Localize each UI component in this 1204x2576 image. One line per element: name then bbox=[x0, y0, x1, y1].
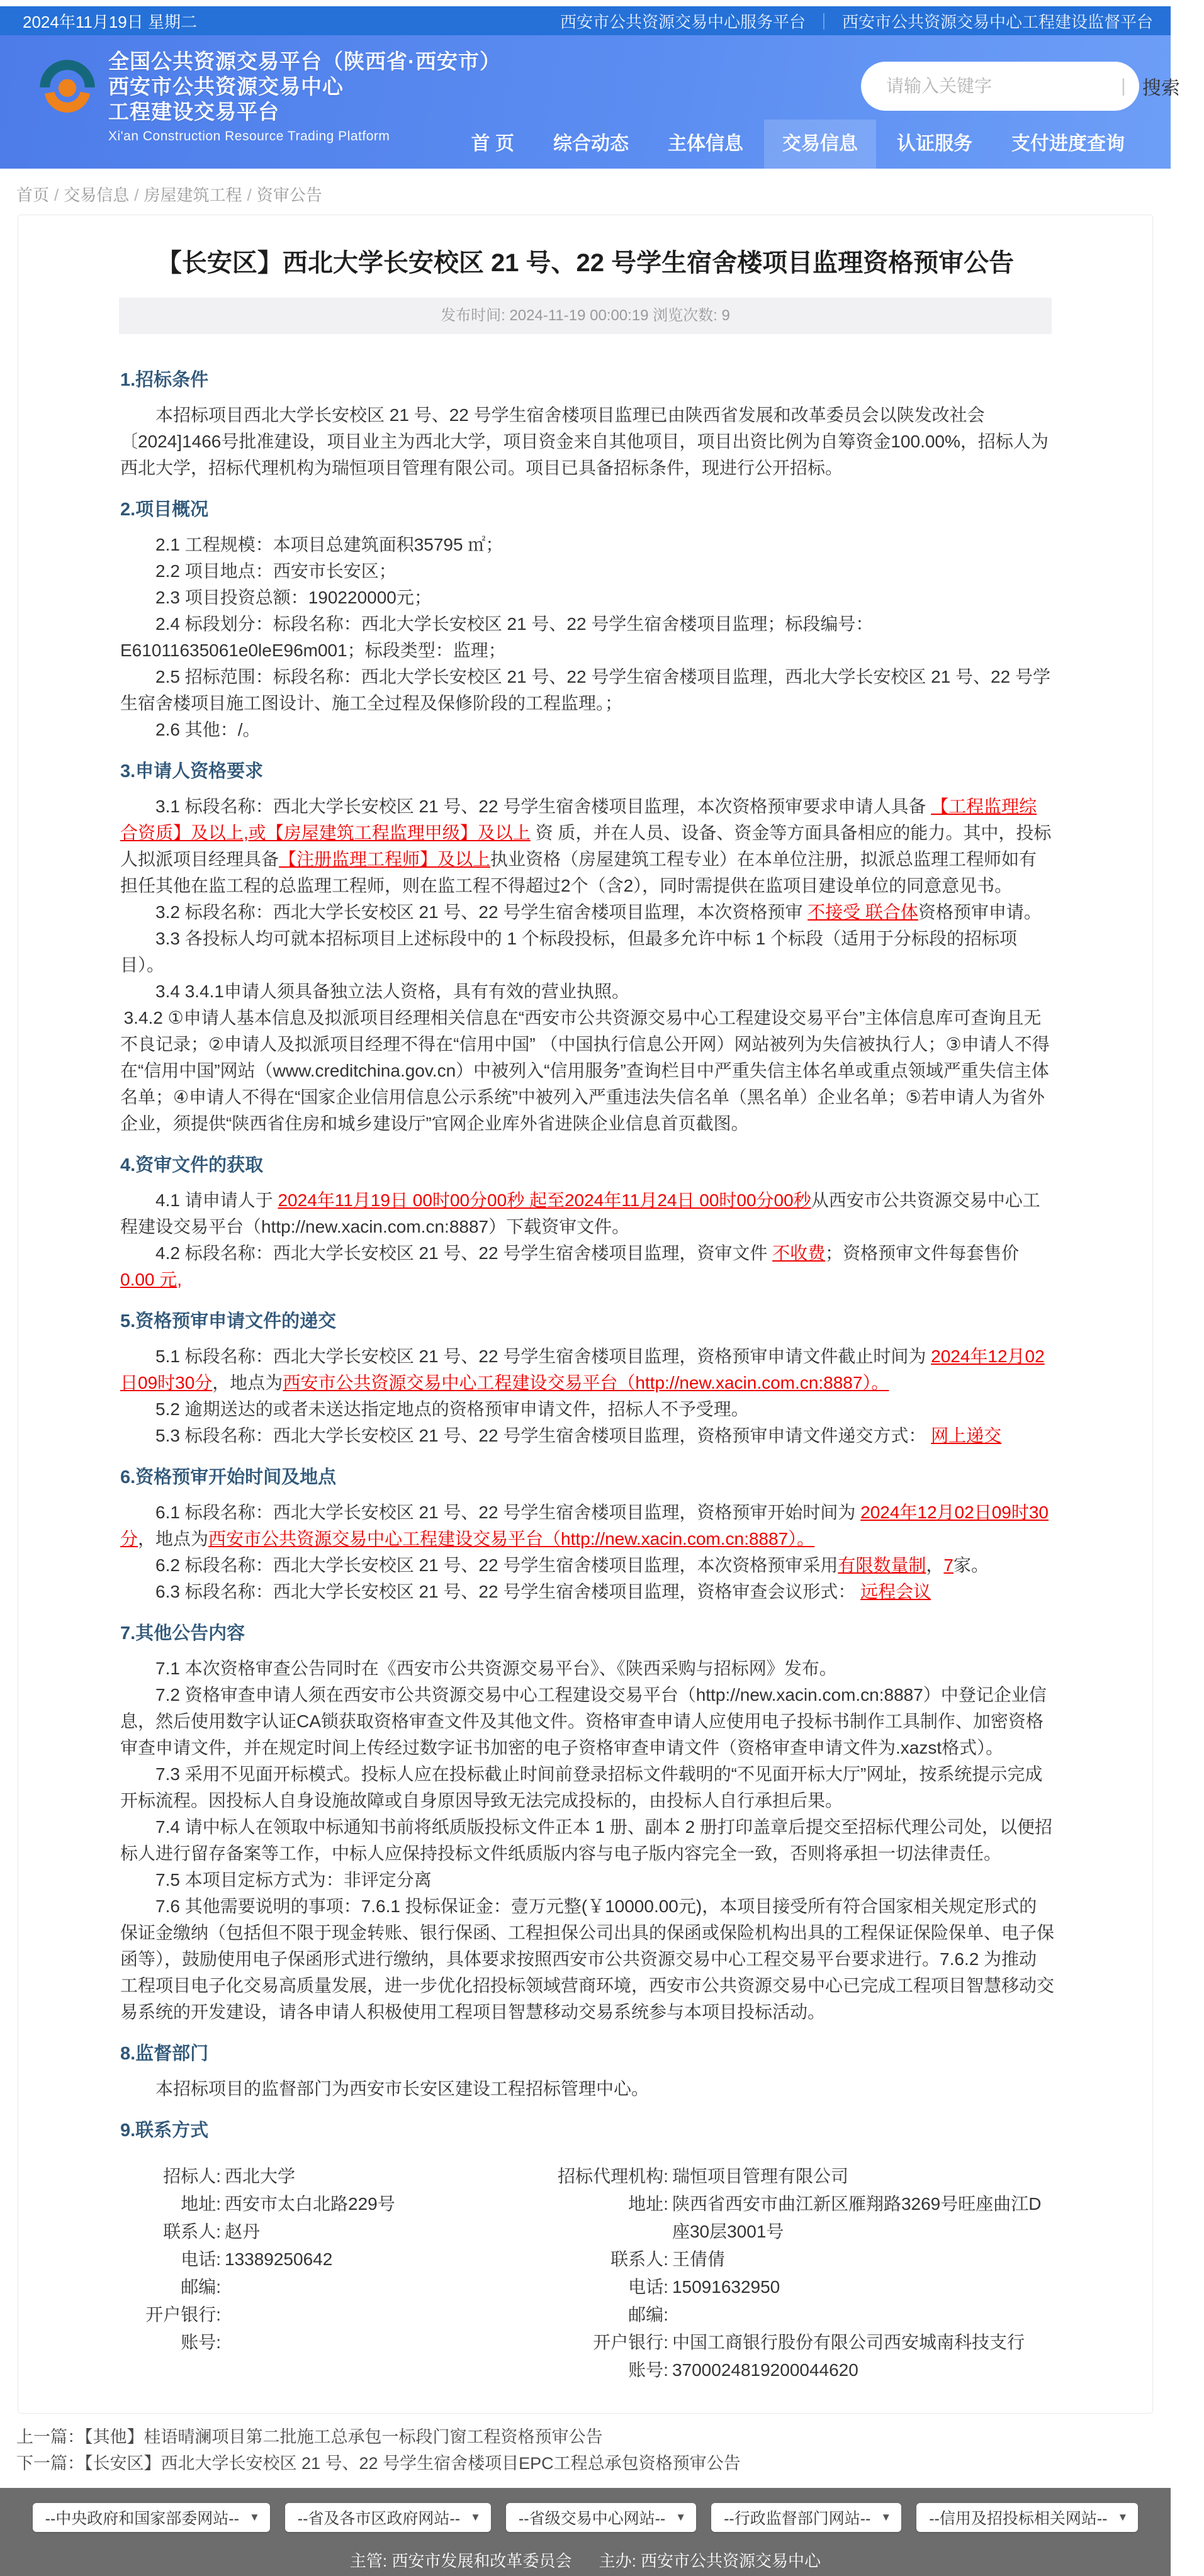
text-run: ；资格预审文件每套售价 bbox=[825, 1243, 1020, 1263]
section-heading: 1.招标条件 bbox=[120, 370, 209, 390]
chevron-down-icon: ▼ bbox=[1117, 2511, 1128, 2523]
red-emphasis: 7 bbox=[943, 1555, 954, 1575]
paragraph bbox=[120, 585, 1054, 611]
paragraph bbox=[120, 1552, 1054, 1579]
site-footer bbox=[0, 2488, 1171, 2576]
contact-label: 电话: bbox=[181, 2249, 221, 2269]
select-label: --信用及招投标相关网站-- bbox=[929, 2510, 1108, 2528]
paragraph bbox=[120, 1343, 1054, 1396]
contact-row bbox=[120, 2273, 531, 2301]
footer-organizer: 主办: 西安市公共资源交易中心 bbox=[599, 2551, 821, 2570]
nav-trade-info[interactable]: 交易信息 bbox=[764, 120, 876, 169]
text-run: 5.3 标段名称：西北大学长安校区 21 号、22 号学生宿舍楼项目监理，资格预审申请文件递交方式： bbox=[155, 1426, 931, 1445]
publish-meta: 发布时间: 2024-11-19 00:00:19 浏览次数: 9 bbox=[119, 298, 1052, 334]
brand-block bbox=[108, 49, 501, 144]
contact-label: 邮编: bbox=[181, 2277, 221, 2297]
nav-cert-service[interactable]: 认证服务 bbox=[897, 133, 972, 154]
contact-row bbox=[531, 2246, 1054, 2273]
text-run: 7.5 本项目定标方式为：非评定分离 bbox=[155, 1870, 432, 1890]
select-label: --省级交易中心网站-- bbox=[518, 2510, 666, 2528]
text-run: 7.3 采用不见面开标模式。投标人应在投标截止时间前登录招标文件载明的“不见面开标大厅”网址，按系统提示完成开标流程。因投标人自身设施故障或自身原因导致无法完成投标的，由投标人自行承担后果。 bbox=[120, 1764, 1043, 1810]
footer-note bbox=[0, 2548, 1171, 2572]
nav-payment-query[interactable]: 支付进度查询 bbox=[1011, 133, 1125, 154]
breadcrumb-separator: / bbox=[134, 186, 139, 204]
contact-row bbox=[120, 2218, 531, 2246]
paragraph bbox=[120, 1005, 1054, 1137]
current-date: 2024年11月19日 星期二 bbox=[23, 12, 197, 31]
paragraph bbox=[120, 1682, 1054, 1761]
text-run: 本招标项目的监督部门为西安市长安区建设工程招标管理中心。 bbox=[155, 2079, 650, 2098]
text-run: 6.1 标段名称：西北大学长安校区 21 号、22 号学生宿舍楼项目监理，资格预审开始时间为 bbox=[155, 1503, 861, 1522]
red-emphasis: 不接受 联合体 bbox=[807, 902, 918, 922]
topbar-link-service-platform[interactable]: 西安市公共资源交易中心服务平台 bbox=[560, 12, 806, 31]
text-run: 6.3 标段名称：西北大学长安校区 21 号、22 号学生宿舍楼项目监理，资格审查会议形式： bbox=[155, 1582, 861, 1601]
chevron-down-icon: ▼ bbox=[880, 2511, 892, 2523]
announcement-card bbox=[18, 215, 1153, 2414]
paragraph bbox=[120, 1423, 1054, 1449]
contact-label: 电话: bbox=[628, 2277, 668, 2297]
text-run: 3.2 标段名称：西北大学长安校区 21 号、22 号学生宿舍楼项目监理，本次资格预审 bbox=[155, 902, 808, 922]
text-run: 2.3 项目投资总额：190220000元； bbox=[155, 588, 432, 607]
paragraph bbox=[120, 1867, 1054, 1893]
contact-label: 招标代理机构: bbox=[558, 2166, 668, 2186]
red-emphasis: 远程会议 bbox=[860, 1582, 931, 1601]
contact-label: 招标人: bbox=[163, 2166, 221, 2186]
contact-value bbox=[221, 2329, 531, 2356]
prev-article-link[interactable]: 上一篇：【其他】桂语晴澜项目第二批施工总承包一标段门窗工程资格预审公告 bbox=[16, 2428, 603, 2446]
next-article-link[interactable]: 下一篇：【长安区】西北大学长安校区 21 号、22 号学生宿舍楼项目EPC工程总承包资格预审公告 bbox=[16, 2454, 741, 2473]
paragraph bbox=[120, 1655, 1054, 1682]
text-run: 2.4 标段划分：标段名称：西北大学长安校区 21 号、22 号学生宿舍楼项目监理；标段编号：E61011635061e0leE96m001；标段类型：监理； bbox=[120, 614, 874, 660]
section-heading: 4.资审文件的获取 bbox=[120, 1155, 264, 1175]
red-emphasis: 西安市公共资源交易中心工程建设交易平台（http://new.xacin.com.cn:8887）。 bbox=[208, 1529, 815, 1548]
page-top-margin bbox=[0, 0, 1171, 6]
contact-section bbox=[120, 2163, 1054, 2384]
red-emphasis: 网上递交 bbox=[931, 1426, 1002, 1445]
paragraph bbox=[120, 1396, 1054, 1423]
select-label: --省及各市区政府网站-- bbox=[297, 2510, 461, 2528]
paragraph bbox=[120, 558, 1054, 585]
footer-select-central-gov-sites[interactable] bbox=[33, 2503, 270, 2532]
text-run: 2.6 其他：/。 bbox=[155, 720, 261, 739]
red-emphasis: 2024年11月19日 00时00分00秒 起至2024年11月24日 00时00分00秒 bbox=[278, 1190, 811, 1210]
contact-value bbox=[668, 2301, 1054, 2329]
chevron-down-icon: ▼ bbox=[675, 2511, 687, 2523]
breadcrumb-item[interactable]: 首页 bbox=[16, 186, 50, 204]
red-emphasis: 【注册监理工程师】及以上 bbox=[279, 849, 491, 869]
select-label: --行政监督部门网站-- bbox=[724, 2510, 871, 2528]
contact-row bbox=[531, 2190, 1054, 2246]
breadcrumb-item[interactable]: 房屋建筑工程 bbox=[143, 186, 242, 204]
search-box bbox=[861, 62, 1180, 111]
red-emphasis: 2024年12月02日09时30分 bbox=[120, 1503, 1049, 1548]
red-emphasis: 西安市公共资源交易中心工程建设交易平台（http://new.xacin.com.cn:8887）。 bbox=[283, 1373, 889, 1392]
contact-value: 赵丹 bbox=[225, 2222, 261, 2241]
brand-english: Xi'an Construction Resource Trading Platform bbox=[108, 129, 390, 143]
select-label: --中央政府和国家部委网站-- bbox=[45, 2510, 239, 2528]
contact-row bbox=[531, 2273, 1054, 2301]
footer-select-credit-bidding-sites[interactable] bbox=[916, 2503, 1138, 2532]
text-run: 执业资格（房屋建筑工程专业）在本单位注册，拟派总监理工程师如有担任其他在监工程的总监理工程师，则在监工程不得超过2个（含2），同时需提供在监项目建设单位的同意意见书。 bbox=[120, 849, 1037, 895]
paragraph bbox=[120, 1761, 1054, 1814]
text-run: ，地点为 bbox=[212, 1373, 283, 1392]
red-emphasis: 不收费 bbox=[772, 1243, 826, 1263]
section-heading: 5.资格预审申请文件的递交 bbox=[120, 1311, 337, 1331]
paragraph bbox=[120, 1187, 1054, 1240]
section-heading: 7.其他公告内容 bbox=[120, 1623, 245, 1644]
contact-value: 陕西省西安市曲江新区雁翔路3269号旺座曲江D座30层3001号 bbox=[672, 2194, 1042, 2241]
brand-line-3: 工程建设交易平台 bbox=[108, 100, 279, 123]
contact-value: 15091632950 bbox=[672, 2277, 780, 2297]
contact-value: 西安市太白北路229号 bbox=[225, 2194, 395, 2214]
text-run: ，地点为 bbox=[138, 1529, 209, 1548]
paragraph bbox=[120, 1240, 1054, 1293]
contact-value: 王倩倩 bbox=[672, 2249, 725, 2269]
brand-line-1: 全国公共资源交易平台（陕西省·西安市） bbox=[108, 50, 501, 73]
footer-supervisor: 主管: 西安市发展和改革委员会 bbox=[349, 2551, 572, 2570]
paragraph bbox=[120, 1579, 1054, 1605]
contact-label: 地址: bbox=[628, 2194, 668, 2214]
contact-row bbox=[120, 2190, 531, 2218]
brand-line-2: 西安市公共资源交易中心 bbox=[108, 75, 344, 98]
top-utility-bar bbox=[0, 6, 1171, 35]
text-run: 2.1 工程规模：本项目总建筑面积35795 ㎡； bbox=[155, 535, 504, 554]
chevron-down-icon: ▼ bbox=[249, 2511, 260, 2523]
section-heading: 8.监督部门 bbox=[120, 2044, 209, 2064]
contact-value: 3700024819200044620 bbox=[672, 2360, 858, 2380]
breadcrumb-item: 资审公告 bbox=[256, 186, 322, 204]
red-emphasis: 【工程监理综合资质】及以上,或【房屋建筑工程监理甲级】及以上 bbox=[120, 797, 1037, 843]
text-run: 6.2 标段名称：西北大学长安校区 21 号、22 号学生宿舍楼项目监理，本次资格预审采用 bbox=[155, 1555, 838, 1575]
contact-label: 账号: bbox=[181, 2332, 221, 2352]
search-button[interactable]: 搜索 bbox=[1142, 78, 1180, 99]
contact-row bbox=[531, 2329, 1054, 2356]
paragraph bbox=[120, 532, 1054, 558]
red-emphasis: 2024年12月02日09时30分 bbox=[120, 1347, 1045, 1392]
text-run: 7.2 资格审查申请人须在西安市公共资源交易中心工程建设交易平台（http://new.xacin.com.cn:8887）中登记企业信息，然后使用数字认证CA锁获取资格审查文件及其他文件。资格审查申请人应使用电子投标书制作工具制作、加密资格审查申请文件，并在规定时间上传经过数字证书加密的电子资格审查申请文件（资格审查申请文件为.xazst格式）。 bbox=[120, 1685, 1047, 1757]
text-run: 5.2 逾期送达的或者未送达指定地点的资格预审申请文件，招标人不予受理。 bbox=[155, 1399, 749, 1419]
contact-label: 开户银行: bbox=[593, 2332, 668, 2352]
nav-news[interactable]: 综合动态 bbox=[553, 133, 629, 154]
text-run: 4.1 请申请人于 bbox=[155, 1190, 278, 1210]
paragraph bbox=[120, 1814, 1054, 1867]
paragraph bbox=[120, 717, 1054, 743]
contact-value: 中国工商银行股份有限公司西安城南科技支行 bbox=[672, 2332, 1025, 2352]
text-run: 3.1 标段名称：西北大学长安校区 21 号、22 号学生宿舍楼项目监理，本次资格预审要求申请人具备 bbox=[155, 797, 931, 816]
text-run: ， bbox=[926, 1555, 944, 1575]
text-run: 7.1 本次资格审查公告同时在《西安市公共资源交易平台》、《陕西采购与招标网》发布。 bbox=[155, 1659, 837, 1678]
contact-row bbox=[120, 2246, 531, 2273]
contact-label: 联系人: bbox=[610, 2249, 668, 2269]
red-emphasis: 有限数量制 bbox=[838, 1555, 926, 1575]
contact-row bbox=[120, 2163, 531, 2190]
paragraph bbox=[120, 611, 1054, 664]
contact-value bbox=[221, 2273, 531, 2301]
paragraph bbox=[120, 978, 1054, 1005]
divider: ｜ bbox=[815, 12, 832, 31]
contact-value: 13389250642 bbox=[225, 2249, 333, 2269]
search-divider: | bbox=[1121, 76, 1126, 96]
search-input[interactable] bbox=[861, 76, 1120, 96]
text-run: 5.1 标段名称：西北大学长安校区 21 号、22 号学生宿舍楼项目监理，资格预审申请文件截止时间为 bbox=[155, 1347, 931, 1366]
nav-home[interactable]: 首 页 bbox=[471, 133, 514, 154]
contact-row bbox=[531, 2163, 1054, 2190]
text-run: 4.2 标段名称：西北大学长安校区 21 号、22 号学生宿舍楼项目监理，资审文件 bbox=[155, 1243, 773, 1263]
text-run: 从西安市公共资源交易中心工程建设交易平台（http://new.xacin.com.cn:8887）下载资审文件。 bbox=[120, 1190, 1040, 1236]
topbar-links bbox=[560, 9, 1153, 33]
text-run: 2.2 项目地点：西安市长安区； bbox=[155, 561, 397, 581]
paragraph bbox=[120, 402, 1054, 481]
paragraph bbox=[120, 899, 1054, 926]
text-run: 7.6 其他需要说明的事项：7.6.1 投标保证金：壹万元整(￥10000.00元)，本项目接受所有符合国家相关规定形式的保证金缴纳（包括但不限于现金转账、银行保函、工程担保公司出具的保函或保险机构出具的工程保证保险保单、电子保函等），鼓励使用电子保函形式进行缴纳，具体要求按照西安市公共资源交易中心工程交易平台要求进行。7.6.2 为推动工程项目电子化交易高质量发展，进一步优化招投标领域营商环境，西安市公共资源交易中心已完成工程项目智慧移动交易系统的开发建设，请各申请人积极使用工程项目智慧移动交易系统参与本项目投标活动。 bbox=[120, 1896, 1055, 2022]
contact-row bbox=[531, 2301, 1054, 2329]
contact-label: 开户银行: bbox=[145, 2305, 221, 2324]
topbar-link-supervision-platform[interactable]: 西安市公共资源交易中心工程建设监督平台 bbox=[841, 12, 1153, 31]
paragraph bbox=[120, 793, 1054, 899]
footer-select-province-trade-center-sites[interactable] bbox=[506, 2503, 696, 2532]
pager bbox=[16, 2424, 1171, 2477]
main-nav bbox=[451, 120, 1143, 169]
contact-label: 邮编: bbox=[628, 2305, 668, 2324]
contact-value bbox=[221, 2301, 531, 2329]
section-heading: 6.资格预审开始时间及地点 bbox=[120, 1467, 337, 1487]
page-title: 【长安区】西北大学长安校区 21 号、22 号学生宿舍楼项目监理资格预审公告 bbox=[156, 249, 1015, 277]
text-run: 本招标项目西北大学长安校区 21 号、22 号学生宿舍楼项目监理已由陕西省发展和改革委员会以陕发改社会〔2024]1466号批准建设，项目业主为西北大学，项目资金来自其他项目，项目出资比例为自筹资金100.00%，招标人为西北大学，招标代理机构为瑞恒项目管理有限公司。项目已具备招标条件，现进行公开招标。 bbox=[120, 405, 1049, 478]
breadcrumb-separator: / bbox=[247, 186, 252, 204]
text-run: 7.4 请中标人在领取中标通知书前将纸质版投标文件正本 1 册、副本 2 册打印盖章后提交至招标代理公司处，以便招标人进行留存备案等工作，中标人应保持投标文件纸质版内容与电子版内容完全一致，否则将承担一切法律责任。 bbox=[120, 1817, 1052, 1863]
text-run: 家。 bbox=[953, 1555, 989, 1575]
footer-select-admin-supervision-sites[interactable] bbox=[711, 2503, 901, 2532]
contact-label: 地址: bbox=[181, 2194, 221, 2214]
friendly-links-selects bbox=[0, 2503, 1171, 2532]
contact-row bbox=[120, 2329, 531, 2356]
paragraph bbox=[120, 1499, 1054, 1552]
red-emphasis: 0.00 元, bbox=[120, 1270, 183, 1289]
paragraph bbox=[120, 664, 1054, 717]
contact-value: 西北大学 bbox=[225, 2166, 296, 2186]
contact-row bbox=[531, 2356, 1054, 2384]
section-heading: 2.项目概况 bbox=[120, 500, 209, 520]
contact-col-tenderer bbox=[120, 2163, 531, 2384]
section-heading: 3.申请人资格要求 bbox=[120, 761, 264, 781]
breadcrumb bbox=[16, 182, 1171, 206]
site-header bbox=[0, 35, 1180, 169]
paragraph bbox=[120, 2076, 1054, 2102]
chevron-down-icon: ▼ bbox=[470, 2511, 481, 2523]
text-run: 3.3 各投标人均可就本招标项目上述标段中的 1 个标段投标，但最多允许中标 1 个标段（适用于分标段的招标项目）。 bbox=[120, 929, 1017, 975]
breadcrumb-separator: / bbox=[54, 186, 59, 204]
text-run: 资格预审申请。 bbox=[918, 902, 1042, 922]
contact-label: 账号: bbox=[628, 2360, 668, 2380]
text-run: 3.4.2 ①申请人基本信息及拟派项目经理相关信息在“西安市公共资源交易中心工程建设交易平台”主体信息库可查询且无不良记录；②申请人及拟派项目经理不得在“信用中国” （中国执行信息公开网）网站被列为失信被执行人；③申请人不得在“信用中国”网站（www.creditchina.gov.cn）中被列入“信用服务”查询栏目中严重失信主体名单或重点领域严重失信主体名单；④申请人不得在“国家企业信用信息公示系统”中被列入严重违法失信名单（黑名单）企业名单；⑤若申请人为省外企业，须提供“陕西省住房和城乡建设厅”官网企业库外省进陕企业信息首页截图。 bbox=[120, 1008, 1050, 1133]
nav-subject-info[interactable]: 主体信息 bbox=[668, 133, 743, 154]
breadcrumb-item[interactable]: 交易信息 bbox=[64, 186, 130, 204]
announcement-body bbox=[18, 334, 1152, 2156]
footer-select-province-city-gov-sites[interactable] bbox=[285, 2503, 491, 2532]
text-run: 3.4 3.4.1申请人须具备独立法人资格，具有有效的营业执照。 bbox=[155, 982, 629, 1001]
section-heading: 9.联系方式 bbox=[120, 2120, 209, 2141]
contact-label: 联系人: bbox=[163, 2222, 221, 2241]
text-run: 资 质，并在人员、设备、资金等方面具备相应的能力。其中，投标人拟派项目经理具备 bbox=[120, 823, 1052, 869]
contact-value: 瑞恒项目管理有限公司 bbox=[672, 2166, 848, 2186]
site-logo bbox=[38, 57, 97, 116]
contact-row bbox=[120, 2301, 531, 2329]
paragraph bbox=[120, 1893, 1054, 2025]
text-run: 2.5 招标范围：标段名称：西北大学长安校区 21 号、22 号学生宿舍楼项目监理，西北大学长安校区 21 号、22 号学生宿舍楼项目施工图设计、施工全过程及保修阶段的工程监理。； bbox=[120, 667, 1050, 713]
contact-col-agency bbox=[531, 2163, 1054, 2384]
paragraph bbox=[120, 926, 1054, 978]
